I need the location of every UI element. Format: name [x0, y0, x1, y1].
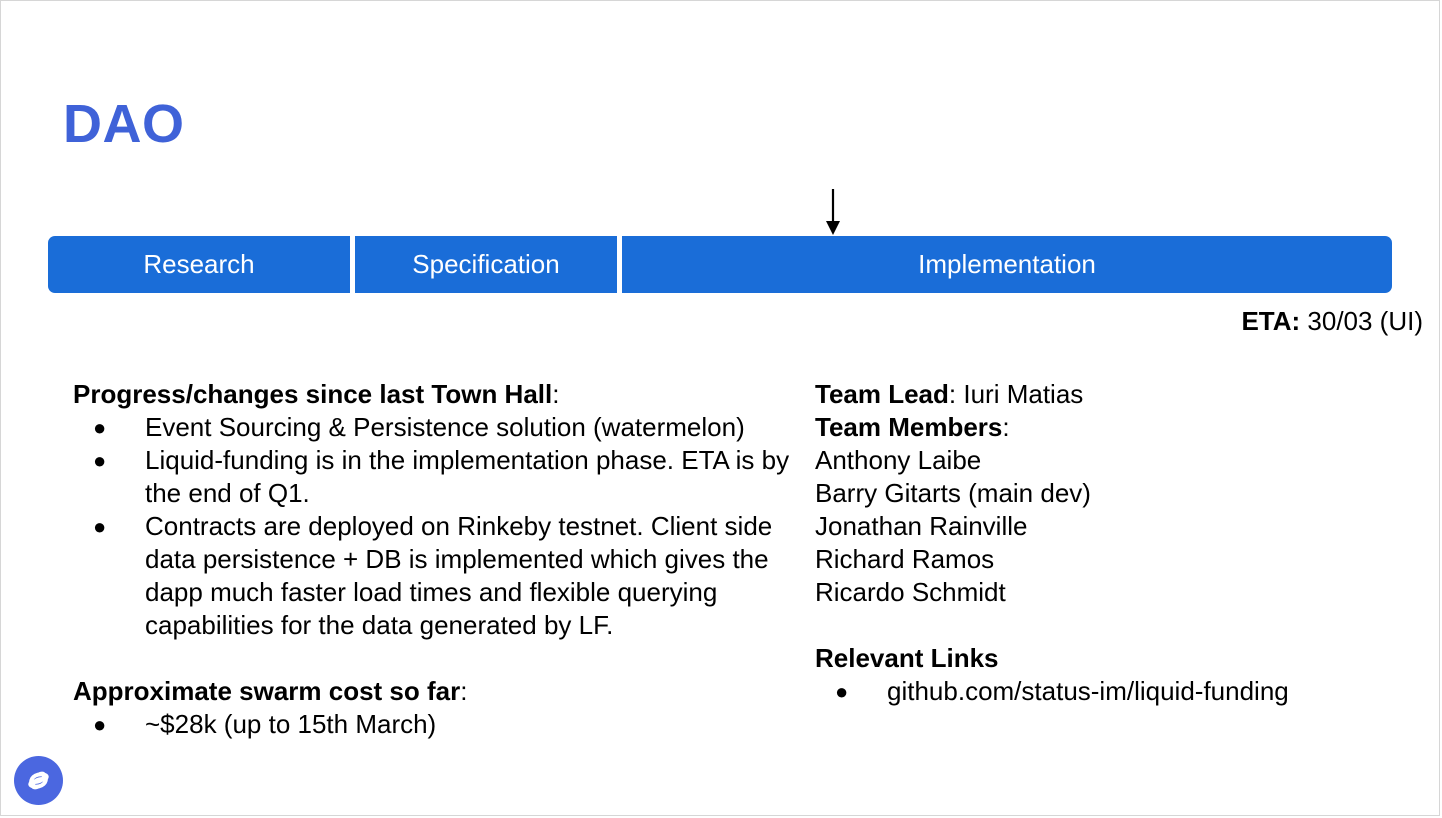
team-member: Richard Ramos — [815, 544, 995, 574]
bullet-icon: ● — [93, 712, 107, 737]
cost-heading-text: Approximate swarm cost so far — [73, 676, 461, 706]
phase-label: Research — [143, 249, 255, 279]
eta-label: ETA: — [1241, 306, 1301, 336]
phase-implementation — [622, 236, 1392, 293]
links-list — [815, 675, 1415, 708]
eta-value: 30/03 (UI) — [1300, 306, 1423, 336]
team-members-suffix: : — [1002, 412, 1010, 442]
team-member: Barry Gitarts (main dev) — [815, 478, 1091, 508]
phase-specification — [355, 236, 617, 293]
team-member: Anthony Laibe — [815, 445, 982, 475]
list-item — [73, 510, 803, 642]
progress-heading — [73, 378, 803, 411]
cost-heading-suffix: : — [460, 676, 468, 706]
progress-list — [73, 411, 803, 642]
slide-title: DAO — [63, 94, 185, 154]
phase-research — [48, 236, 350, 293]
list-item — [815, 675, 1415, 708]
cost-item-text: ~$28k (up to 15th March) — [145, 709, 437, 739]
down-arrow-icon — [823, 187, 843, 237]
team-member: Ricardo Schmidt — [815, 577, 1006, 607]
progress-heading-suffix: : — [552, 379, 560, 409]
cost-list — [73, 708, 803, 741]
list-item — [73, 444, 803, 510]
bullet-icon: ● — [93, 514, 107, 539]
cost-heading — [73, 675, 803, 708]
right-column — [815, 378, 1415, 708]
team-members-label: Team Members — [815, 412, 1003, 442]
team-members-heading — [815, 411, 1415, 444]
status-logo-icon — [14, 756, 63, 805]
eta-line — [1241, 306, 1423, 337]
list-item — [73, 708, 803, 741]
phase-label: Specification — [412, 249, 560, 279]
list-item — [73, 411, 803, 444]
bullet-icon: ● — [835, 679, 849, 704]
team-member: Jonathan Rainville — [815, 511, 1028, 541]
bullet-icon: ● — [93, 415, 107, 440]
left-column — [73, 378, 803, 741]
progress-item-text: Event Sourcing & Persistence solution (watermelon) — [145, 412, 745, 442]
team-lead-line — [815, 378, 1415, 411]
team-lead-value: : Iuri Matias — [948, 379, 1084, 409]
links-heading: Relevant Links — [815, 643, 999, 673]
progress-item-text: Liquid-funding is in the implementation phase. ETA is by the end of Q1. — [145, 445, 790, 508]
bullet-icon: ● — [93, 448, 107, 473]
progress-heading-text: Progress/changes since last Town Hall — [73, 379, 553, 409]
progress-item-text: Contracts are deployed on Rinkeby testnet. Client side data persistence + DB is implemented which gives the dapp much faster load times and flexible querying capabilities for the data generated by LF. — [145, 511, 773, 640]
phase-label: Implementation — [918, 249, 1096, 279]
link-text[interactable]: github.com/status-im/liquid-funding — [887, 676, 1289, 706]
team-lead-label: Team Lead — [815, 379, 949, 409]
